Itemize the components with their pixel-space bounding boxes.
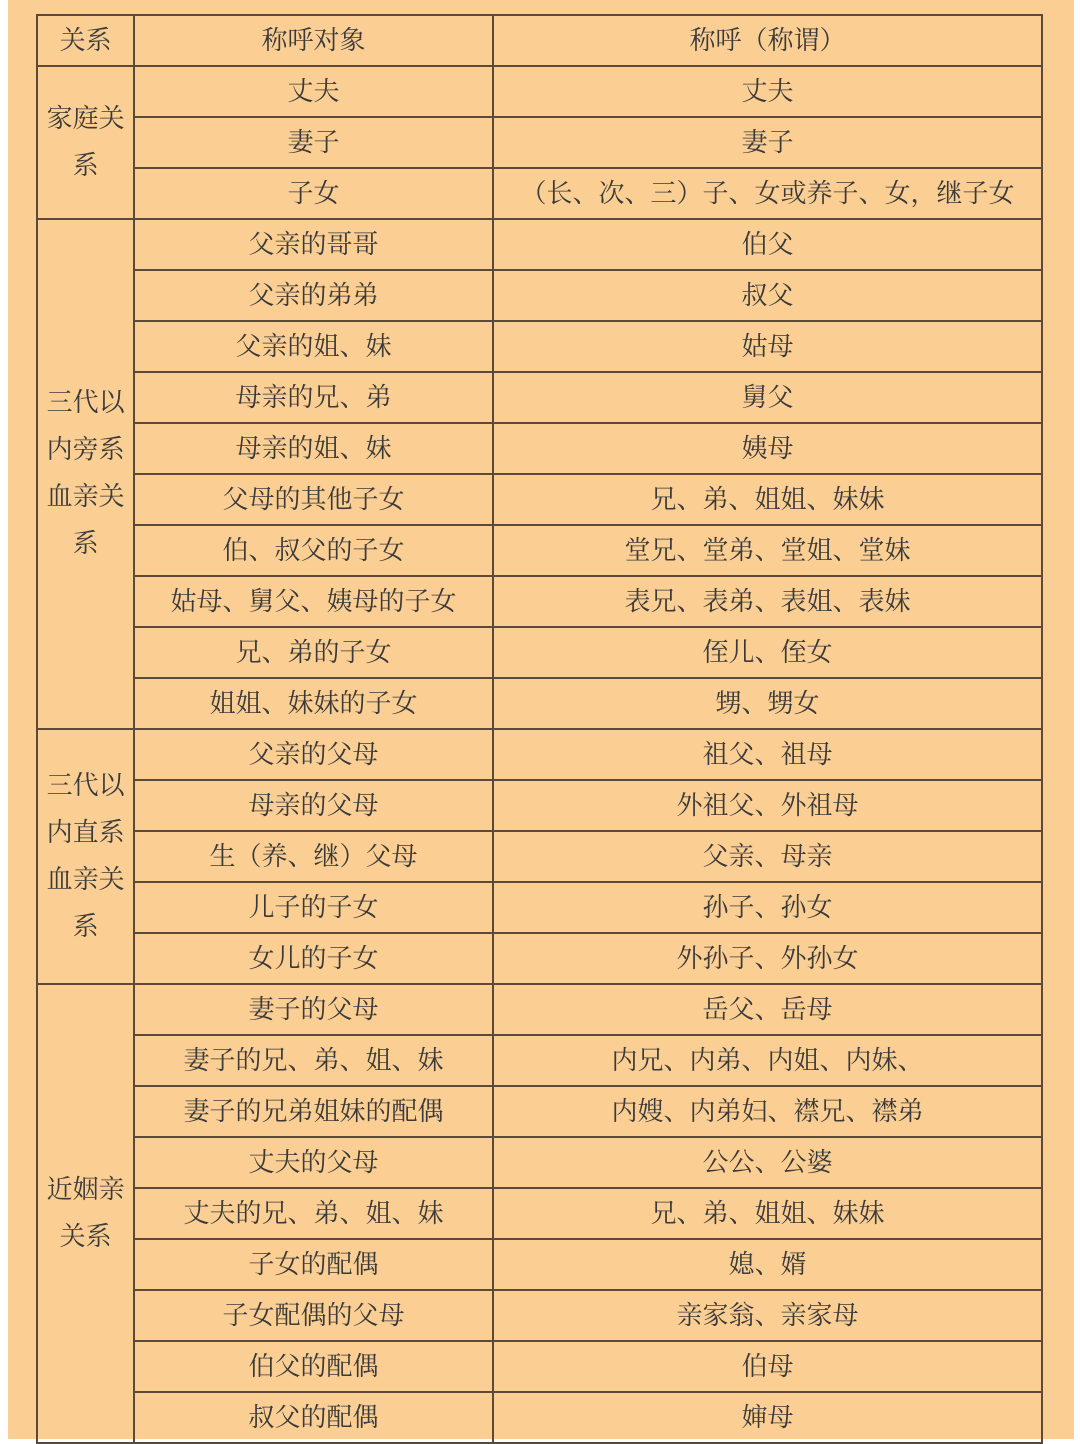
target-cell: 父亲的弟弟: [134, 270, 493, 321]
target-cell: 丈夫的兄、弟、姐、妹: [134, 1188, 493, 1239]
table-row: [37, 372, 1042, 423]
table-row: [37, 933, 1042, 984]
table-row: [37, 1290, 1042, 1341]
target-cell: 妻子: [134, 117, 493, 168]
table-row: [37, 270, 1042, 321]
table-row: [37, 321, 1042, 372]
target-cell: 父母的其他子女: [134, 474, 493, 525]
address-cell: 丈夫: [493, 66, 1042, 117]
table-row: [37, 1341, 1042, 1392]
table-row: [37, 1086, 1042, 1137]
table-row: [37, 117, 1042, 168]
target-cell: 母亲的父母: [134, 780, 493, 831]
page: [8, 0, 1074, 1439]
target-cell: 丈夫: [134, 66, 493, 117]
address-cell: 媳、婿: [493, 1239, 1042, 1290]
target-cell: 兄、弟的子女: [134, 627, 493, 678]
address-cell: 伯父: [493, 219, 1042, 270]
table-row: [37, 1392, 1042, 1443]
target-cell: 丈夫的父母: [134, 1137, 493, 1188]
address-cell: 姑母: [493, 321, 1042, 372]
address-cell: 伯母: [493, 1341, 1042, 1392]
address-cell: 妻子: [493, 117, 1042, 168]
address-cell: （长、次、三）子、女或养子、女，继子女: [493, 168, 1042, 219]
table-row: [37, 474, 1042, 525]
target-cell: 母亲的姐、妹: [134, 423, 493, 474]
address-cell: 祖父、祖母: [493, 729, 1042, 780]
header-target: 称呼对象: [134, 15, 493, 66]
table-row: [37, 627, 1042, 678]
target-cell: 叔父的配偶: [134, 1392, 493, 1443]
address-cell: 公公、公婆: [493, 1137, 1042, 1188]
address-cell: 亲家翁、亲家母: [493, 1290, 1042, 1341]
address-cell: 兄、弟、姐姐、妹妹: [493, 1188, 1042, 1239]
address-cell: 兄、弟、姐姐、妹妹: [493, 474, 1042, 525]
target-cell: 女儿的子女: [134, 933, 493, 984]
target-cell: 妻子的兄弟姐妹的配偶: [134, 1086, 493, 1137]
address-cell: 婶母: [493, 1392, 1042, 1443]
table-row: [37, 1188, 1042, 1239]
header-relation: 关系: [37, 15, 134, 66]
target-cell: 父亲的哥哥: [134, 219, 493, 270]
target-cell: 子女的配偶: [134, 1239, 493, 1290]
address-cell: 叔父: [493, 270, 1042, 321]
target-cell: 伯父的配偶: [134, 1341, 493, 1392]
address-cell: 内嫂、内弟妇、襟兄、襟弟: [493, 1086, 1042, 1137]
target-cell: 母亲的兄、弟: [134, 372, 493, 423]
target-cell: 姑母、舅父、姨母的子女: [134, 576, 493, 627]
header-row: [37, 15, 1042, 66]
table-row: [37, 576, 1042, 627]
header-address: 称呼（称谓）: [493, 15, 1042, 66]
table-row: [37, 525, 1042, 576]
table-row: [37, 1137, 1042, 1188]
kinship-table: [36, 14, 1043, 1444]
target-cell: 姐姐、妹妹的子女: [134, 678, 493, 729]
address-cell: 父亲、母亲: [493, 831, 1042, 882]
relation-group-cell: 家庭关系: [37, 66, 134, 219]
table-row: [37, 1035, 1042, 1086]
table-row: [37, 780, 1042, 831]
target-cell: 子女配偶的父母: [134, 1290, 493, 1341]
table-row: [37, 831, 1042, 882]
address-cell: 堂兄、堂弟、堂姐、堂妹: [493, 525, 1042, 576]
address-cell: 内兄、内弟、内姐、内妹、: [493, 1035, 1042, 1086]
relation-group-cell: 近姻亲关系: [37, 984, 134, 1443]
target-cell: 父亲的父母: [134, 729, 493, 780]
address-cell: 外祖父、外祖母: [493, 780, 1042, 831]
table-row: [37, 729, 1042, 780]
target-cell: 妻子的兄、弟、姐、妹: [134, 1035, 493, 1086]
relation-group-cell: 三代以内直系血亲关系: [37, 729, 134, 984]
target-cell: 伯、叔父的子女: [134, 525, 493, 576]
table-row: [37, 678, 1042, 729]
table-row: [37, 984, 1042, 1035]
address-cell: 孙子、孙女: [493, 882, 1042, 933]
table-row: [37, 423, 1042, 474]
address-cell: 岳父、岳母: [493, 984, 1042, 1035]
target-cell: 父亲的姐、妹: [134, 321, 493, 372]
address-cell: 侄儿、侄女: [493, 627, 1042, 678]
target-cell: 妻子的父母: [134, 984, 493, 1035]
target-cell: 生（养、继）父母: [134, 831, 493, 882]
address-cell: 表兄、表弟、表姐、表妹: [493, 576, 1042, 627]
address-cell: 外孙子、外孙女: [493, 933, 1042, 984]
table-row: [37, 168, 1042, 219]
table-row: [37, 1239, 1042, 1290]
relation-group-cell: 三代以内旁系血亲关系: [37, 219, 134, 729]
target-cell: 子女: [134, 168, 493, 219]
address-cell: 甥、甥女: [493, 678, 1042, 729]
table-body: [37, 66, 1042, 1443]
table-row: [37, 882, 1042, 933]
address-cell: 姨母: [493, 423, 1042, 474]
target-cell: 儿子的子女: [134, 882, 493, 933]
address-cell: 舅父: [493, 372, 1042, 423]
table-row: [37, 66, 1042, 117]
table-row: [37, 219, 1042, 270]
